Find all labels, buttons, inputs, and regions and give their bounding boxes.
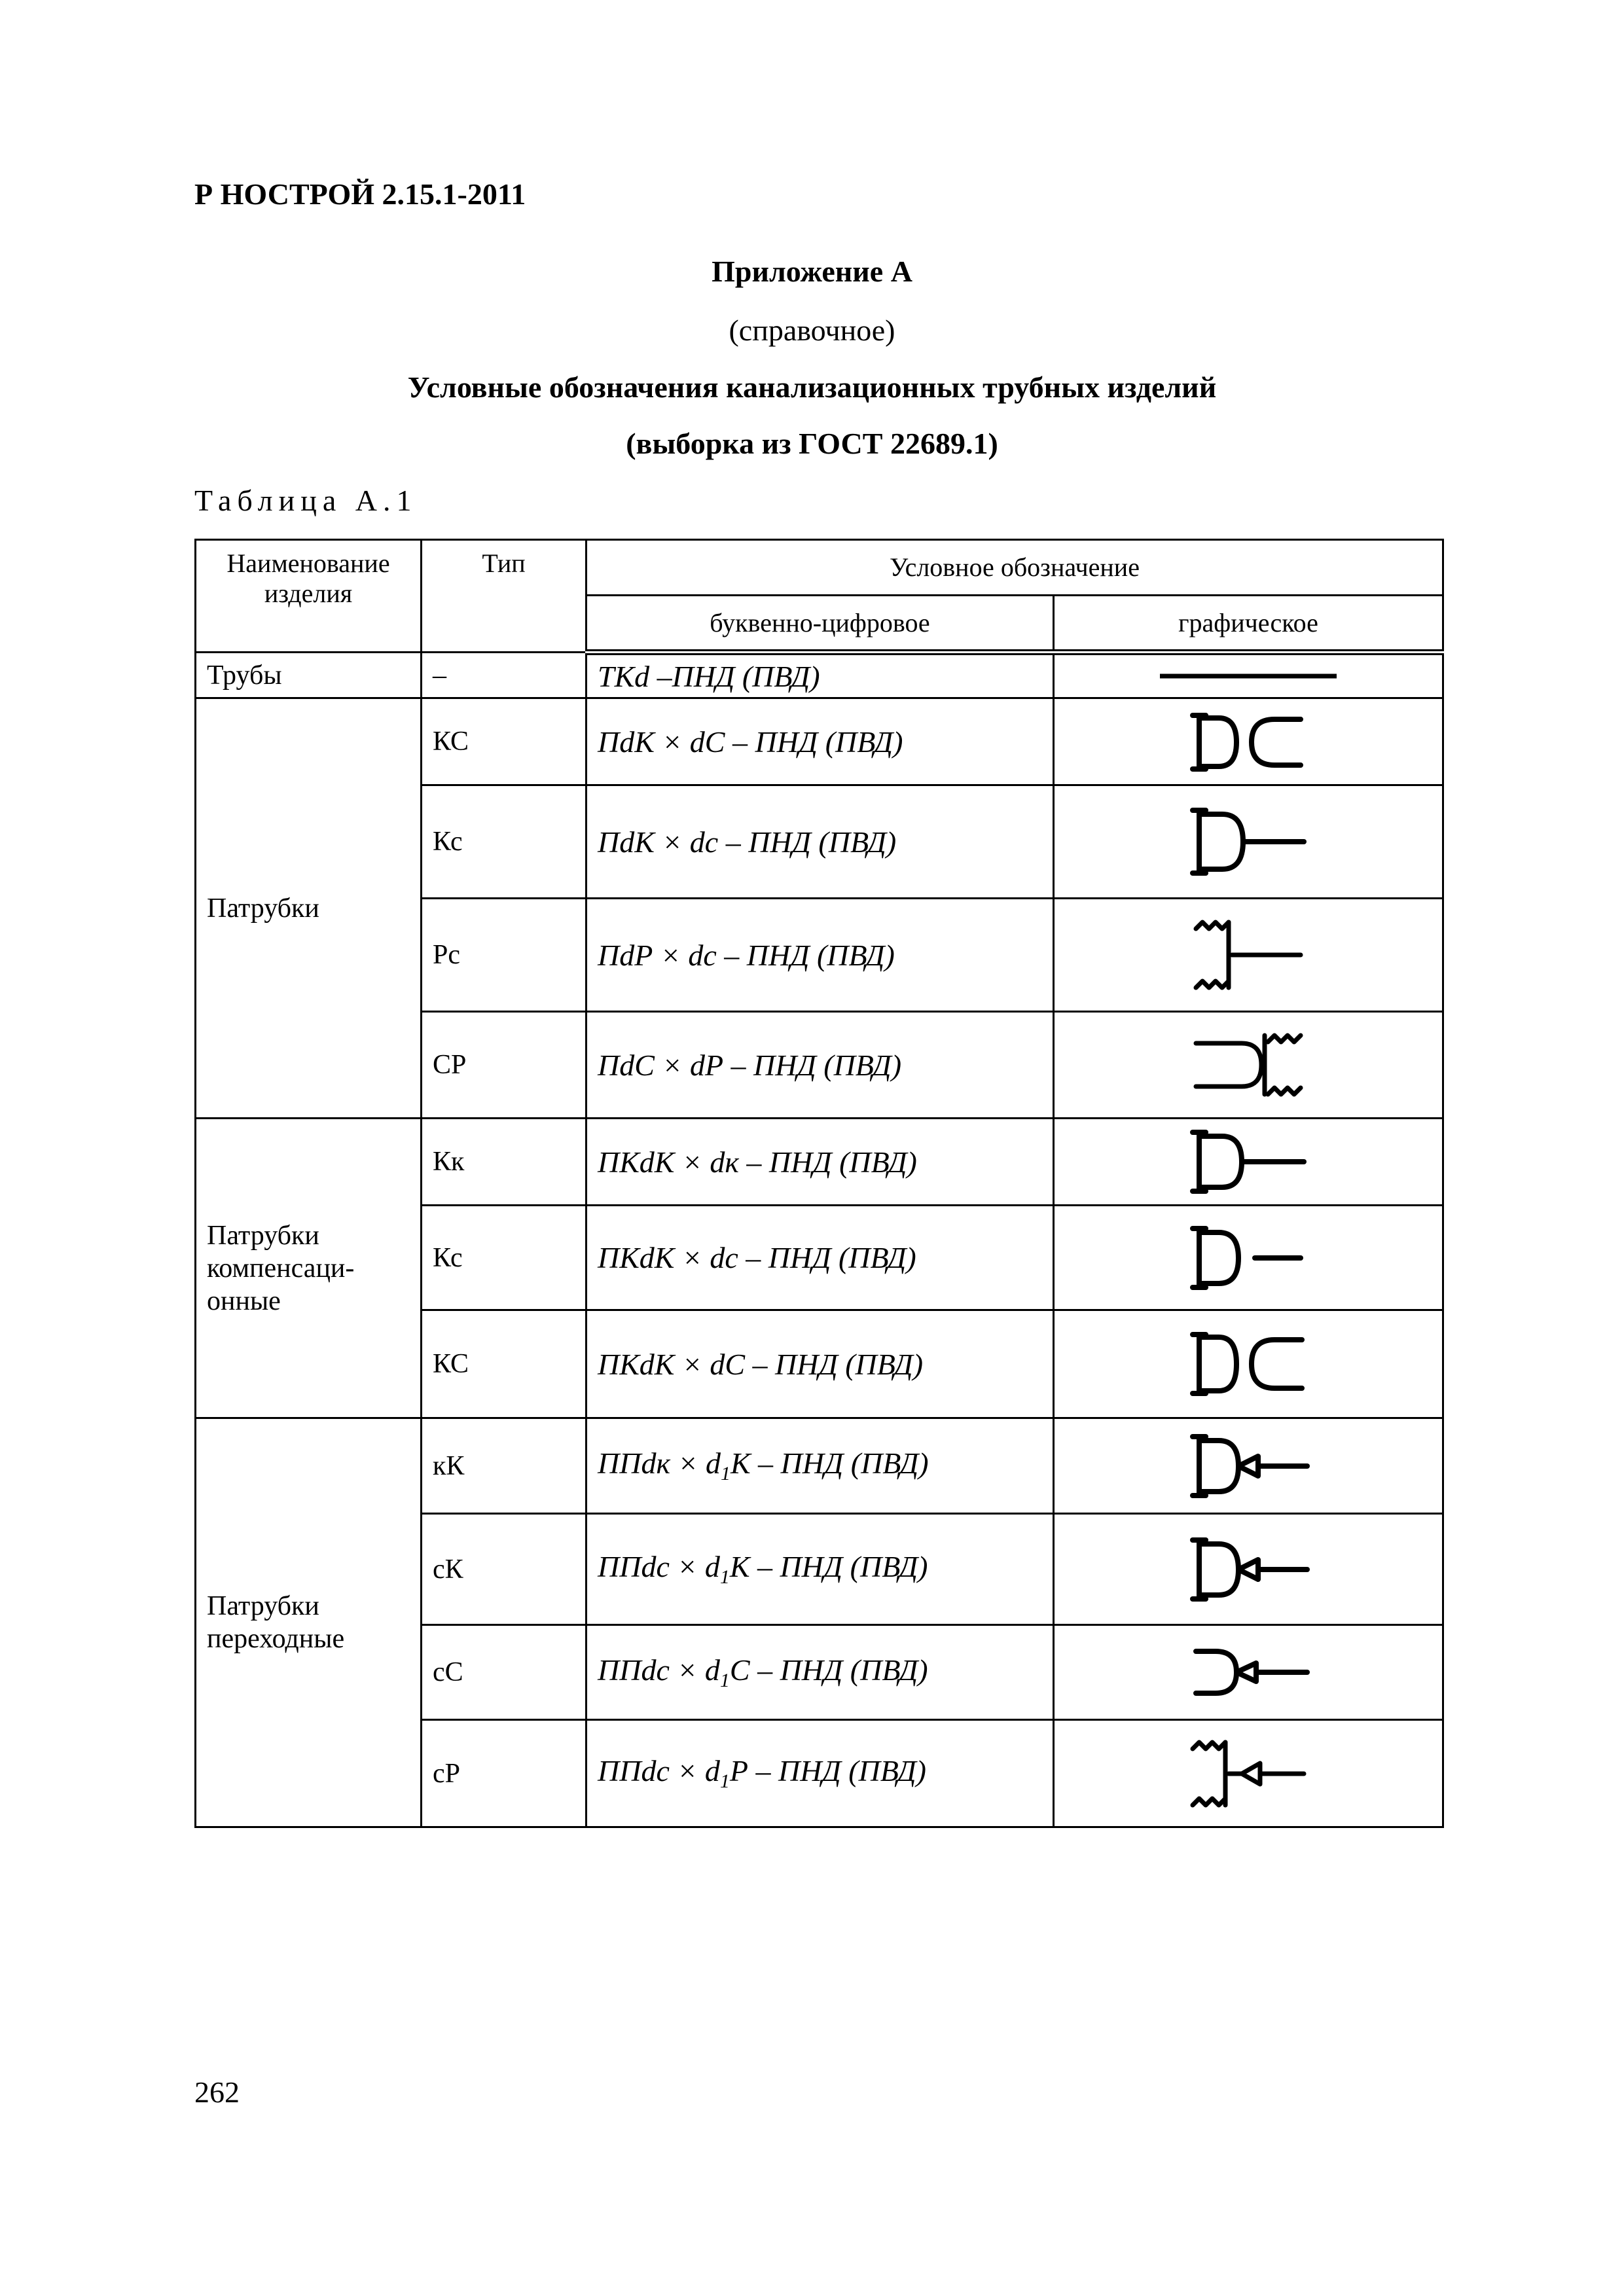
document-code: Р НОСТРОЙ 2.15.1-2011 [194, 177, 526, 211]
product-type: Кс [422, 785, 586, 899]
pipe-line-symbol [1054, 653, 1443, 698]
reducer-socket-symbol [1054, 1418, 1443, 1514]
product-type: Кк [422, 1119, 586, 1206]
alphanumeric-code: ПdК × dС – ПНД (ПВД) [586, 698, 1054, 785]
product-name: Патрубки компенсаци- онные [196, 1119, 422, 1418]
alphanumeric-code: ППdc × $d_1С$ – ПНД (ПВД) [586, 1625, 1054, 1720]
alphanumeric-code: ПdК × dc – ПНД (ПВД) [586, 785, 1054, 899]
product-type: сР [422, 1720, 586, 1827]
header-name: Наименование изделия [196, 540, 422, 653]
alphanumeric-code: ПКdК × dС – ПНД (ПВД) [586, 1310, 1054, 1418]
product-type: – [422, 653, 586, 698]
appendix-title: Приложение А [712, 255, 912, 288]
alphanumeric-code: ППdк × $d_1К$ – ПНД (ПВД) [586, 1418, 1054, 1514]
table-row [196, 653, 1443, 698]
table-row [196, 1418, 1443, 1514]
socket-spigot-symbol [1054, 1206, 1443, 1310]
alphanumeric-code: ПdС × dР – ПНД (ПВД) [586, 1012, 1054, 1119]
reducer-spigot-symbol [1054, 1625, 1443, 1720]
thread-spigot-symbol [1054, 899, 1443, 1012]
alphanumeric-code: ППdc × $d_1Р$ – ПНД (ПВД) [586, 1720, 1054, 1827]
product-type: Рс [422, 899, 586, 1012]
socket-socket-symbol [1054, 698, 1443, 785]
socket-socket-symbol [1054, 1310, 1443, 1418]
product-type: КС [422, 698, 586, 785]
product-type: сС [422, 1625, 586, 1720]
header-type: Тип [422, 540, 586, 653]
appendix-kind: (справочное) [729, 314, 895, 347]
header-alphanumeric: буквенно-цифровое [586, 596, 1054, 653]
table-row [196, 698, 1443, 785]
alphanumeric-code: ППdc × $d_1К$ – ПНД (ПВД) [586, 1514, 1054, 1625]
appendix-heading-line2: (выборка из ГОСТ 22689.1) [626, 427, 998, 460]
socket-spigot-symbol [1054, 785, 1443, 899]
reducer-thread-symbol [1054, 1720, 1443, 1827]
designations-table [194, 539, 1444, 1828]
product-name: Трубы [196, 653, 422, 698]
reducer-socket-symbol [1054, 1514, 1443, 1625]
product-type: Кс [422, 1206, 586, 1310]
product-type: кК [422, 1418, 586, 1514]
header-graphic: графическое [1054, 596, 1443, 653]
alphanumeric-code: ПКdК × dc – ПНД (ПВД) [586, 1206, 1054, 1310]
alphanumeric-code: ПКdК × dк – ПНД (ПВД) [586, 1119, 1054, 1206]
product-name: Патрубки [196, 698, 422, 1119]
alphanumeric-code: ТКd –ПНД (ПВД) [586, 653, 1054, 698]
table-row [196, 1119, 1443, 1206]
page-number: 262 [194, 2075, 240, 2109]
alphanumeric-code: ПdР × dc – ПНД (ПВД) [586, 899, 1054, 1012]
socket-thread-symbol [1054, 1012, 1443, 1119]
product-type: сК [422, 1514, 586, 1625]
product-name: Патрубки переходные [196, 1418, 422, 1827]
table-label: Таблица А.1 [194, 484, 418, 517]
product-type: КС [422, 1310, 586, 1418]
product-type: СР [422, 1012, 586, 1119]
appendix-heading-line1: Условные обозначения канализационных трубных изделий [407, 370, 1217, 404]
socket-spigot-symbol [1054, 1119, 1443, 1206]
header-designation: Условное обозначение [586, 540, 1443, 596]
